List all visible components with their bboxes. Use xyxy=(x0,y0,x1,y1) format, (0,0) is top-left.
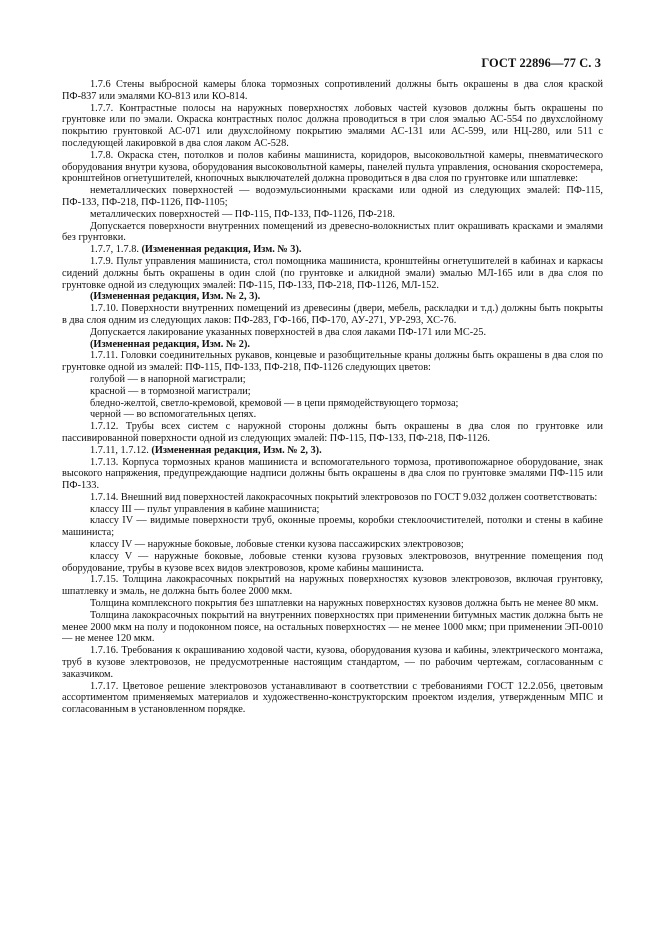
paragraph-text: металлических поверхностей — ПФ-115, ПФ-133, ПФ-1126, ПФ-218. xyxy=(90,208,395,220)
amendment-note: (Измененная редакция, Изм. № 2, 3). xyxy=(90,291,261,303)
paragraph xyxy=(62,291,603,303)
paragraph xyxy=(62,374,603,386)
paragraph-text: 1.7.11, 1.7.12. xyxy=(90,444,149,456)
paragraph-text: классу IV — видимые поверхности труб, оконные проемы, коробки стеклоочистителей, потолки и стены в кабине машиниста; xyxy=(62,515,603,539)
paragraph xyxy=(62,421,603,445)
paragraph-text: 1.7.15. Толщина лакокрасочных покрытий на наружных поверхностях кузовов электровозов, включая грунтовку, шпатлевку и эмаль, не должна быть более 2000 мкм. xyxy=(62,574,603,598)
paragraph xyxy=(62,209,603,221)
paragraph-text: классу V — наружные боковые, лобовые стенки кузова грузовых электровозов, внутренние помещения под оборудование, трубы в кузове всех видов электровозов, кроме кабины машиниста. xyxy=(62,550,603,574)
paragraph-text: Толщина комплексного покрытия без шпатлевки на наружных поверхностях кузовов должна быть не менее 80 мкм. xyxy=(90,598,599,610)
paragraph-text: 1.7.8. Окраска стен, потолков и полов кабины машиниста, коридоров, высоковольтной камеры, пневматического оборудования внутри кузова, оборудования высоковольтной камеры, панелей пульта управления, основания скоростемера, кронштейнов огнетушителей, кнопочных выключателей должна проводиться в два слоя по грунтовке или шпатлевке: xyxy=(62,149,603,185)
paragraph-text: Толщина лакокрасочных покрытий на внутренних поверхностях при применении битумных мастик должна быть не менее 2000 мкм на полу и подоконном поясе, на остальных поверхностях — не менее 1000 мкм; при применении ЭП-0010 — не менее 120 мкм. xyxy=(62,609,603,645)
paragraph xyxy=(62,539,603,551)
paragraph xyxy=(62,574,603,598)
paragraph-text: 1.7.13. Корпуса тормозных кранов машиниста и вспомогательного тормоза, противопожарное оборудование, знак высокого напряжения, предупреждающие надписи должны быть окрашены в два слоя по грунтовке эмалями ПФ-115 или ПФ-133. xyxy=(62,456,603,492)
paragraph-text: 1.7.7. Контрастные полосы на наружных поверхностях лобовых частей кузовов должны быть окрашены по грунтовке или по эмали. Окраска контрастных полос должна проводиться в три слоя эмалью АС-554 по двухслойному покрытию грунтовкой АС-071 или двухслойному покрытию эмалями АС-131 или АС-599, или НЦ-280, или 511 с последующей лакировкой в два слоя лаком АС-528. xyxy=(62,102,603,149)
paragraph-text: Допускается поверхности внутренних помещений из древесно-волокнистых плит окрашивать красками и эмалями без грунтовки. xyxy=(62,220,603,244)
paragraph-text: 1.7.6 Стены выбросной камеры блока тормозных сопротивлений должны быть окрашены в два слоя краской ПФ-837 или эмалями КО-813 или КО-814. xyxy=(62,79,603,102)
paragraph xyxy=(62,598,603,610)
amendment-note: (Измененная редакция, Изм. № 2, 3). xyxy=(151,444,322,456)
paragraph-text: 1.7.11. Головки соединительных рукавов, концевые и разобщительные краны должны быть окрашены в два слоя по грунтовке одной из эмалей: ПФ-115, ПФ-133, ПФ-218, ПФ-1126 следующих цветов: xyxy=(62,350,603,374)
paragraph xyxy=(62,339,603,351)
paragraph-text: 1.7.7, 1.7.8. xyxy=(90,244,139,256)
paragraph-text: 1.7.12. Трубы всех систем с наружной стороны должны быть окрашены в два слоя по грунтовке или пассивированной поверхности одной из следующих эмалей: ПФ-115, ПФ-133, ПФ-218, ПФ-1126. xyxy=(62,421,603,444)
paragraph xyxy=(62,303,603,327)
paragraph-text: Допускается лакирование указанных поверхностей в два слоя лаками ПФ-171 или МС-25. xyxy=(90,326,487,338)
paragraph xyxy=(62,221,603,245)
paragraph xyxy=(62,386,603,398)
paragraph-text: 1.7.17. Цветовое решение электровозов устанавливают в соответствии с требованиями ГОСТ 12.2.056, цветовым ассортиментом применяемых материалов и художественно-конструкторским проектом изделия, утвержденным МПС и согласованным в установленном порядке. xyxy=(62,680,603,716)
paragraph-text: бледно-желтой, светло-кремовой, кремовой — в цепи прямодействующего тормоза; xyxy=(90,397,459,409)
paragraph-text: классу III — пульт управления в кабине машиниста; xyxy=(90,503,320,515)
amendment-note: (Измененная редакция, Изм. № 3). xyxy=(141,244,302,256)
paragraph xyxy=(62,681,603,716)
document-body xyxy=(62,79,603,716)
paragraph-text: голубой — в напорной магистрали; xyxy=(90,373,246,385)
paragraph xyxy=(62,492,603,504)
paragraph xyxy=(62,103,603,150)
paragraph xyxy=(62,256,603,291)
paragraph xyxy=(62,645,603,680)
paragraph xyxy=(62,350,603,374)
paragraph xyxy=(62,551,603,575)
paragraph xyxy=(62,409,603,421)
paragraph xyxy=(62,504,603,516)
page-header: ГОСТ 22896—77 С. 3 xyxy=(481,56,601,70)
paragraph xyxy=(62,445,603,457)
paragraph xyxy=(62,457,603,492)
paragraph-text: красной — в тормозной магистрали; xyxy=(90,385,251,397)
paragraph-text: 1.7.16. Требования к окрашиванию ходовой части, кузова, оборудования кузова и кабины, электрического монтажа, труб в кузове электровозов, не предусмотренные настоящим стандартом, — по рабочим чертежам, согласованным с заказчиком. xyxy=(62,645,603,680)
paragraph-text: 1.7.14. Внешний вид поверхностей лакокрасочных покрытий электровозов по ГОСТ 9.032 должен соответствовать: xyxy=(90,491,598,503)
paragraph xyxy=(62,515,603,539)
paragraph-text: классу IV — наружные боковые, лобовые стенки кузова пассажирских электровозов; xyxy=(90,539,464,551)
paragraph xyxy=(62,185,603,209)
paragraph xyxy=(62,398,603,410)
paragraph xyxy=(62,610,603,645)
paragraph xyxy=(62,244,603,256)
paragraph-text: неметаллических поверхностей — водоэмульсионными красками или одной из следующих эмалей: ПФ-115, ПФ-133, ПФ-218, ПФ-1126, ПФ-1105; xyxy=(62,185,603,208)
amendment-note: (Измененная редакция, Изм. № 2). xyxy=(90,338,250,350)
paragraph-text: 1.7.9. Пульт управления машиниста, стол помощника машиниста, кронштейны огнетушителей в кабинах и каркасы сидений должны быть окрашены в один слой (по грунтовке и алкидной эмали) эмалью МЛ-165 или в два слоя по грунтовке одной из следующих эмалей: ПФ-115, ПФ-133, ПФ-218, ПФ-1126, МЛ-152. xyxy=(62,255,603,291)
paragraph xyxy=(62,327,603,339)
paragraph-text: 1.7.10. Поверхности внутренних помещений из древесины (двери, мебель, раскладки и т.д.) должны быть покрыты в два слоя одним из следующих лаков: ПФ-283, ГФ-166, ПФ-170, АУ-271, УР-293, ХС-76. xyxy=(62,303,603,326)
paragraph xyxy=(62,79,603,103)
paragraph-text: черной — во вспомогательных цепях. xyxy=(90,409,257,421)
paragraph xyxy=(62,150,603,185)
